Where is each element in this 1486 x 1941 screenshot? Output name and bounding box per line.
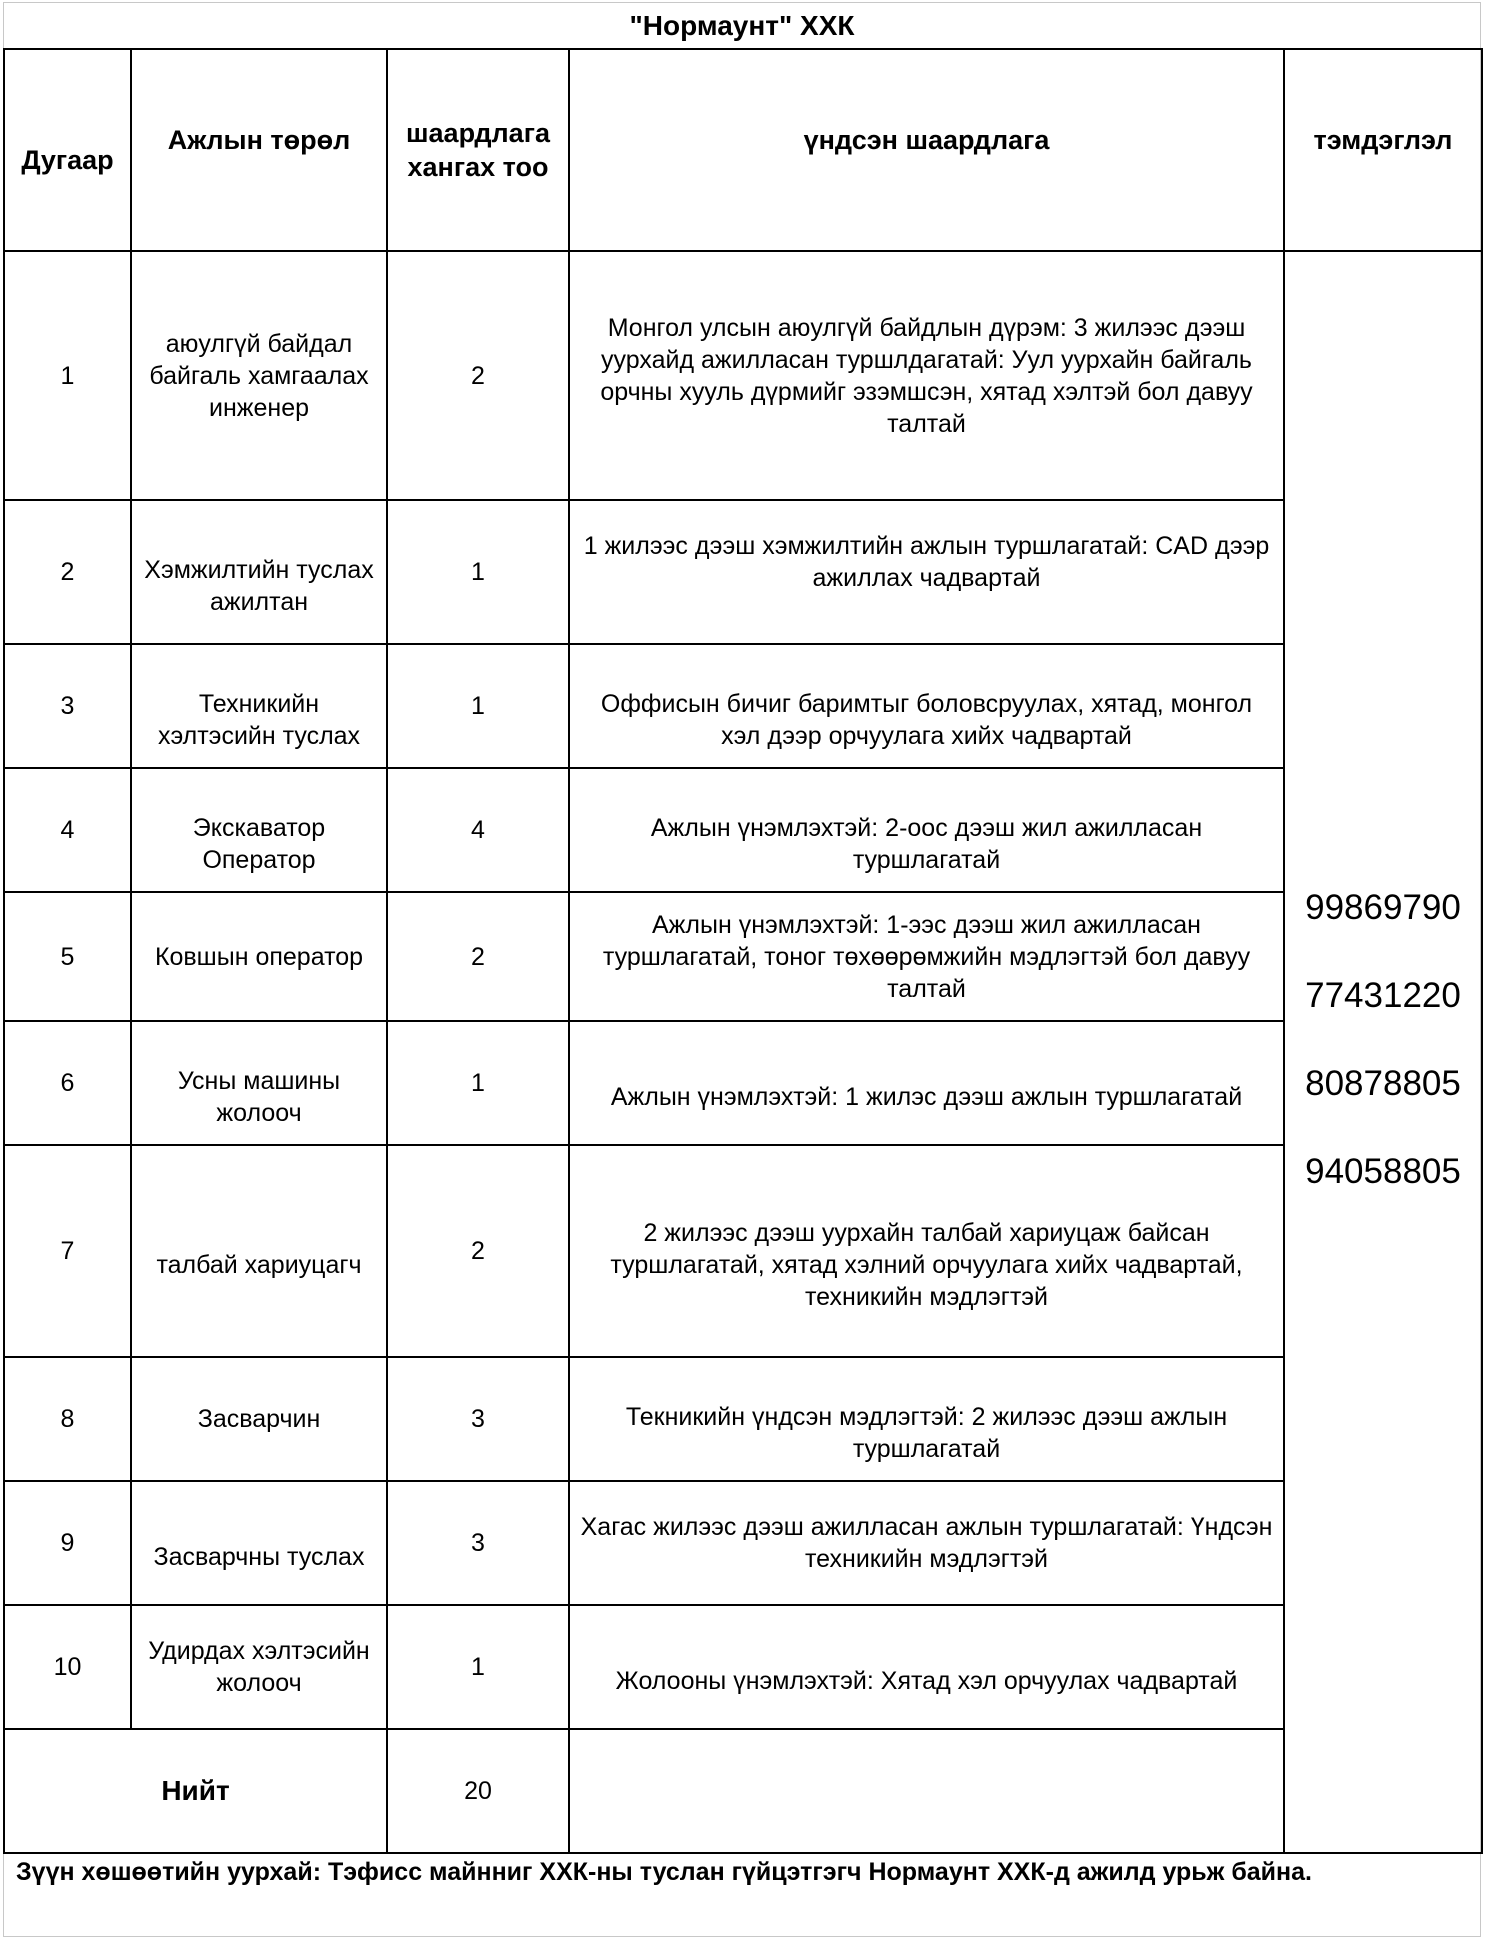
row-requirement: 2 жилээс дээш уурхайн талбай хариуцаж байсан туршлагатай, хятад хэлний орчуулага хийх чадвартай, техникийн мэдлэгтэй xyxy=(569,1145,1284,1357)
phone-number: 99869790 xyxy=(1305,888,1461,927)
row-number: 2 xyxy=(4,500,131,644)
row-number: 9 xyxy=(4,1481,131,1605)
header-count: шаардлага хангах тоо xyxy=(387,49,569,251)
row-requirement: Монгол улсын аюулгүй байдлын дүрэм: 3 жилээс дээш уурхайд ажилласан туршлдагатай: Уул уурхайн байгаль орчны хууль дүрмийг эзэмшсэн, хятад хэлтэй бол давуу талтай xyxy=(569,251,1284,500)
row-count: 1 xyxy=(387,500,569,644)
table-row xyxy=(4,1481,1482,1605)
phone-number: 77431220 xyxy=(1305,976,1461,1015)
row-requirement: Ажлын үнэмлэхтэй: 1-ээс дээш жил ажилласан туршлагатай, тоног төхөөрөмжийн мэдлэгтэй бол давуу талтай xyxy=(569,892,1284,1021)
header-requirement: үндсэн шаардлага xyxy=(569,49,1284,251)
row-job: Удирдах хэлтэсийн жолооч xyxy=(131,1605,387,1729)
row-number: 4 xyxy=(4,768,131,892)
row-requirement: Жолооны үнэмлэхтэй: Хятад хэл орчуулах чадвартай xyxy=(569,1605,1284,1729)
row-job: Ковшын оператор xyxy=(131,892,387,1021)
table-row xyxy=(4,892,1482,1021)
row-count: 3 xyxy=(387,1357,569,1481)
row-requirement: Ажлын үнэмлэхтэй: 1 жилэс дээш ажлын туршлагатай xyxy=(569,1021,1284,1145)
row-job: Хэмжилтийн туслах ажилтан xyxy=(131,500,387,644)
row-job: Экскаватор Оператор xyxy=(131,768,387,892)
row-job: Засварчны туслах xyxy=(131,1481,387,1605)
row-job: аюулгүй байдал байгаль хамгаалах инженер xyxy=(131,251,387,500)
table-row xyxy=(4,768,1482,892)
phone-number: 94058805 xyxy=(1305,1152,1461,1191)
row-number: 5 xyxy=(4,892,131,1021)
header-number: Дугаар xyxy=(4,49,131,251)
row-count: 4 xyxy=(387,768,569,892)
total-count: 20 xyxy=(387,1729,569,1853)
row-requirement: 1 жилээс дээш хэмжилтийн ажлын туршлагатай: CAD дээр ажиллах чадвартай xyxy=(569,500,1284,644)
row-count: 2 xyxy=(387,892,569,1021)
table-row xyxy=(4,251,1482,500)
row-count: 1 xyxy=(387,1605,569,1729)
phone-number: 80878805 xyxy=(1305,1064,1461,1103)
row-number: 8 xyxy=(4,1357,131,1481)
row-job: Техникийн хэлтэсийн туслах xyxy=(131,644,387,768)
row-requirement: Хагас жилээс дээш ажилласан ажлын туршлагатай: Үндсэн техникийн мэдлэгтэй xyxy=(569,1481,1284,1605)
row-number: 10 xyxy=(4,1605,131,1729)
total-empty-cell xyxy=(569,1729,1284,1853)
row-count: 1 xyxy=(387,644,569,768)
contact-phones xyxy=(1284,251,1482,1853)
header-note: тэмдэглэл xyxy=(1284,49,1482,251)
page-title: "Нормаунт" ХХК xyxy=(629,10,855,41)
row-count: 3 xyxy=(387,1481,569,1605)
table-row xyxy=(4,500,1482,644)
row-requirement: Текникийн үндсэн мэдлэгтэй: 2 жилээс дээш ажлын туршлагатай xyxy=(569,1357,1284,1481)
row-number: 3 xyxy=(4,644,131,768)
table-row xyxy=(4,644,1482,768)
footer-note: Зүүн хөшөөтийн уурхай: Тэфисс майнниг ХХК-ны туслан гүйцэтгэгч Нормаунт ХХК-д ажилд урьж байна. xyxy=(16,1858,1312,1886)
total-row xyxy=(4,1729,1482,1853)
table-row xyxy=(4,1605,1482,1729)
header-row xyxy=(4,49,1482,251)
row-requirement: Ажлын үнэмлэхтэй: 2-оос дээш жил ажилласан туршлагатай xyxy=(569,768,1284,892)
row-number: 6 xyxy=(4,1021,131,1145)
header-job-type: Ажлын төрөл xyxy=(131,49,387,251)
table-row xyxy=(4,1021,1482,1145)
row-requirement: Оффисын бичиг баримтыг боловсруулах, хятад, монгол хэл дээр орчуулага хийх чадвартай xyxy=(569,644,1284,768)
row-count: 2 xyxy=(387,1145,569,1357)
row-job: Засварчин xyxy=(131,1357,387,1481)
row-job: талбай хариуцагч xyxy=(131,1145,387,1357)
row-number: 1 xyxy=(4,251,131,500)
table-row xyxy=(4,1145,1482,1357)
row-job: Усны машины жолооч xyxy=(131,1021,387,1145)
total-label: Нийт xyxy=(4,1729,387,1853)
job-table xyxy=(3,48,1483,1854)
row-count: 2 xyxy=(387,251,569,500)
row-number: 7 xyxy=(4,1145,131,1357)
row-count: 1 xyxy=(387,1021,569,1145)
table-row xyxy=(4,1357,1482,1481)
